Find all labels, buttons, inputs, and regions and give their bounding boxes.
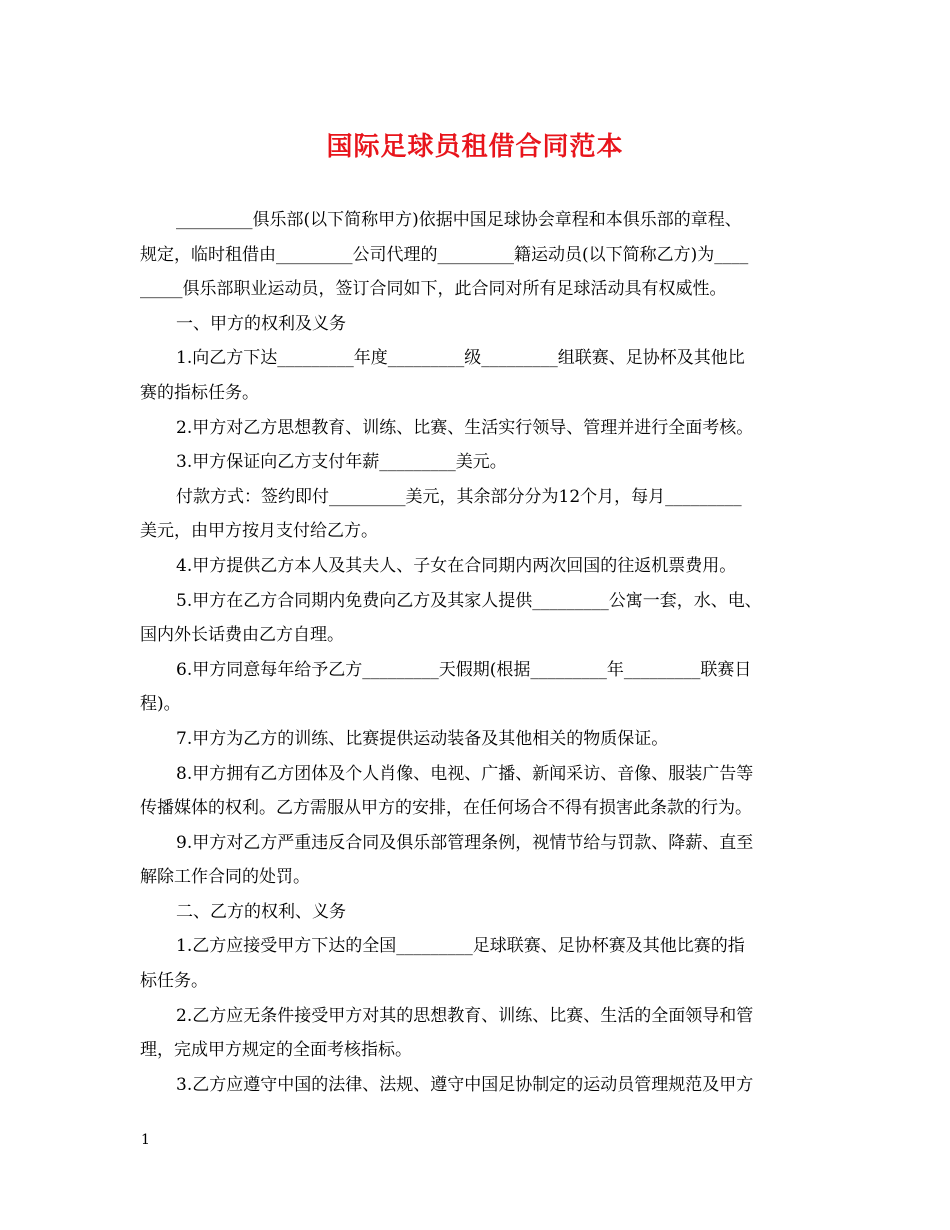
body-line: 传播媒体的权利。乙方需服从甲方的安排，在任何场合不得有损害此条款的行为。: [140, 798, 752, 819]
body-line: 二、乙方的权利、义务: [176, 901, 346, 922]
body-line: 6.甲方同意每年给予乙方_________天假期(根据_________年_________联赛日: [176, 659, 752, 680]
body-line: 3.乙方应遵守中国的法律、法规、遵守中国足协制定的运动员管理规范及甲方: [176, 1074, 754, 1095]
body-line: 2.乙方应无条件接受甲方对其的思想教育、训练、比赛、生活的全面领导和管: [176, 1005, 754, 1026]
body-line: 理，完成甲方规定的全面考核指标。: [140, 1040, 412, 1061]
body-line: _____俱乐部职业运动员，签订合同如下，此合同对所有足球活动具有权威性。: [140, 279, 727, 300]
body-line: 付款方式：签约即付_________美元，其余部分分为12个月，每月_________: [176, 486, 742, 507]
body-line: _________俱乐部(以下简称甲方)依据中国足球协会章程和本俱乐部的章程、: [176, 210, 742, 230]
body-line: 赛的指标任务。: [140, 382, 259, 403]
body-line: 解除工作合同的处罚。: [140, 867, 310, 888]
body-line: 国内外长话费由乙方自理。: [140, 625, 344, 646]
body-line: 1.乙方应接受甲方下达的全国_________足球联赛、足协杯赛及其他比赛的指: [176, 936, 745, 957]
body-line: 规定，临时租借由_________公司代理的_________籍运动员(以下简称乙方)为____: [140, 244, 749, 265]
document-body: [140, 203, 820, 1102]
body-line: 4.甲方提供乙方本人及其夫人、子女在合同期内两次回国的往返机票费用。: [176, 555, 737, 576]
body-line: 程)。: [140, 694, 181, 715]
body-line: 8.甲方拥有乙方团体及个人肖像、电视、广播、新闻采访、音像、服装广告等: [176, 763, 754, 784]
body-line: 7.甲方为乙方的训练、比赛提供运动装备及其他相关的物质保证。: [176, 728, 669, 749]
body-line: 一、甲方的权利及义务: [176, 313, 346, 334]
page-number: 1: [141, 1132, 150, 1148]
body-line: 5.甲方在乙方合同期内免费向乙方及其家人提供_________公寓一套，水、电、: [176, 590, 762, 611]
body-line: 3.甲方保证向乙方支付年薪_________美元。: [176, 452, 507, 473]
body-line: 标任务。: [140, 971, 208, 992]
body-line: 1.向乙方下达_________年度_________级_________组联赛、足协杯及其他比: [176, 348, 745, 369]
body-line: 2.甲方对乙方思想教育、训练、比赛、生活实行领导、管理并进行全面考核。: [176, 417, 754, 438]
body-line: 9.甲方对乙方严重违反合同及俱乐部管理条例，视情节给与罚款、降薪、直至: [176, 832, 754, 853]
body-line: 美元，由甲方按月支付给乙方。: [140, 521, 378, 542]
document-title: 国际足球员租借合同范本: [326, 132, 624, 162]
